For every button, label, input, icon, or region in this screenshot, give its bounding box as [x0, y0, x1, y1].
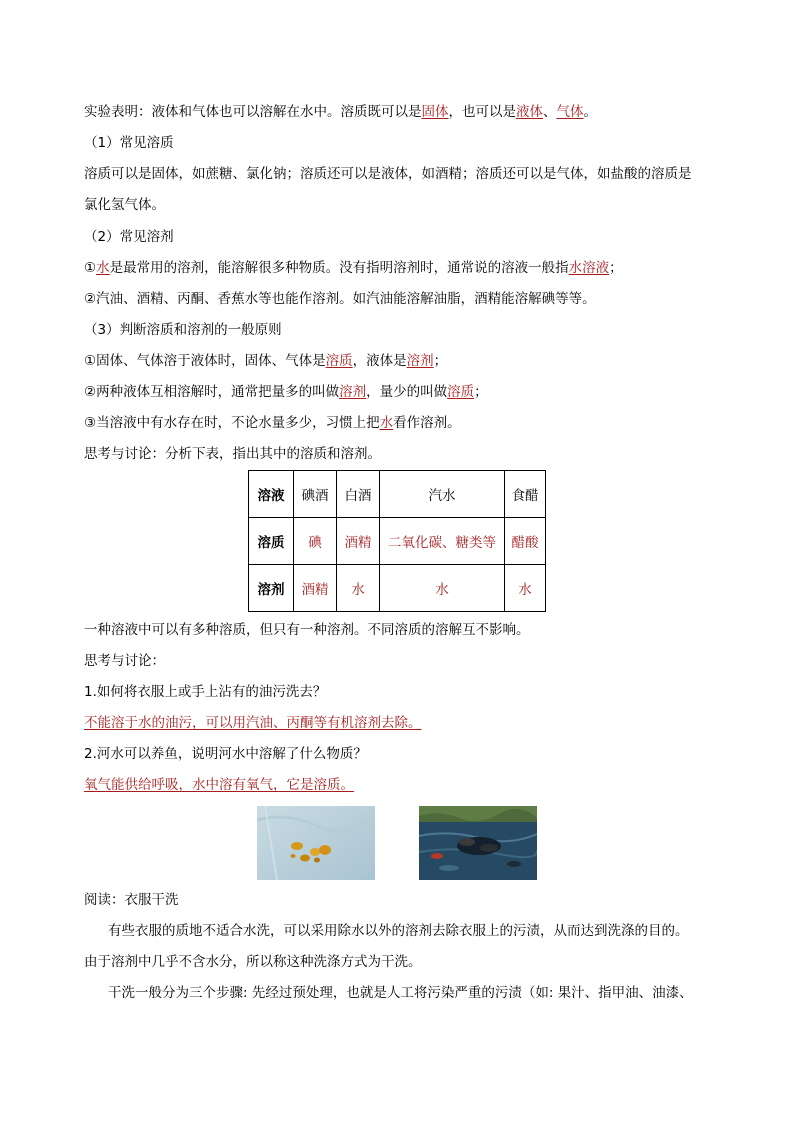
- table-cell: 食醋: [505, 471, 546, 518]
- answer-water-3: 水: [379, 415, 394, 431]
- answer-solute-2: 溶质: [447, 384, 475, 400]
- oil-stain-cloth-image: [257, 806, 375, 880]
- table-cell: 水: [380, 565, 505, 612]
- discussion-prompt: 思考与讨论：分析下表，指出其中的溶质和溶剂。: [84, 446, 381, 462]
- principle-3: ③当溶液中有水存在时，不论水量多少，习惯上把水看作溶剂。: [84, 415, 461, 431]
- answer-solute-1: 溶质: [325, 353, 353, 369]
- paragraph-experiment: 实验表明：液体和气体也可以溶解在水中。溶质既可以是固体，也可以是液体、气体。: [84, 104, 597, 120]
- question-2: 2.河水可以养鱼，说明河水中溶解了什么物质？: [84, 746, 367, 762]
- paragraph-multiple-solutes: 一种溶液中可以有多种溶质，但只有一种溶剂。不同溶质的溶解互不影响。: [84, 622, 530, 638]
- paragraph-solutes-line1: 溶质可以是固体，如蔗糖、氯化钠；溶质还可以是液体，如酒精；溶质还可以是气体，如盐酸的溶质是: [84, 166, 692, 182]
- question-1: 1.如何将衣服上或手上沾有的油污洗去？: [84, 684, 327, 700]
- paragraph-other-solvents: ②汽油、酒精、丙酮、香蕉水等也能作溶剂。如汽油能溶解油脂，酒精能溶解碘等等。: [84, 291, 596, 307]
- answer-water: 水: [96, 260, 110, 276]
- paragraph-water-solvent: ①水是最常用的溶剂，能溶解很多种物质。没有指明溶剂时，通常说的溶液一般指水溶液；: [84, 260, 623, 276]
- solution-table: [248, 470, 546, 612]
- table-cell: 水: [337, 565, 380, 612]
- table-cell: 二氧化碳、糖类等: [380, 518, 505, 565]
- answer-gas: 气体: [556, 104, 584, 120]
- table-cell: 酒精: [337, 518, 380, 565]
- answer-liquid: 液体: [516, 104, 543, 120]
- answer-1: 不能溶于水的油污，可以用汽油、丙酮等有机溶剂去除。: [84, 715, 422, 731]
- row-header: 溶质: [249, 518, 294, 565]
- reading-paragraph-1-line2: 由于溶剂中几乎不含水分，所以称这种洗涤方式为干洗。: [84, 954, 422, 970]
- table-cell: 水: [505, 565, 546, 612]
- table-cell: 碘: [294, 518, 337, 565]
- river-fish-image: [419, 806, 537, 880]
- principle-1: ①固体、气体溶于液体时，固体、气体是溶质，液体是溶剂；: [84, 353, 448, 369]
- heading-principles: （3）判断溶质和溶剂的一般原则: [84, 322, 282, 338]
- row-header: 溶液: [249, 471, 294, 518]
- answer-solvent-1: 溶剂: [406, 353, 434, 369]
- table-row-solute: [249, 518, 546, 565]
- answer-solid: 固体: [421, 104, 449, 120]
- table-cell: 醋酸: [505, 518, 546, 565]
- paragraph-solutes-line2: 氯化氢气体。: [84, 197, 165, 213]
- reading-paragraph-2: 干洗一般分为三个步骤: 先经过预处理，也就是人工将污染严重的污渍（如: 果汁、指甲油、油漆、: [108, 985, 693, 1001]
- table-cell: 碘酒: [294, 471, 337, 518]
- heading-common-solutes: （1）常见溶质: [84, 135, 174, 151]
- discussion-heading: 思考与讨论：: [84, 653, 165, 669]
- table-row-solution: [249, 471, 546, 518]
- reading-title: 阅读：衣服干洗: [84, 892, 179, 908]
- principle-2: ②两种液体互相溶解时，通常把量多的叫做溶剂，量少的叫做溶质；: [84, 384, 488, 400]
- table-cell: 汽水: [380, 471, 505, 518]
- row-header: 溶剂: [249, 565, 294, 612]
- table-cell: 酒精: [294, 565, 337, 612]
- heading-common-solvents: （2）常见溶剂: [84, 229, 174, 245]
- answer-2: 氧气能供给呼吸，水中溶有氧气，它是溶质。: [84, 777, 354, 793]
- table-row-solvent: [249, 565, 546, 612]
- answer-aqueous-solution: 水溶液: [568, 260, 610, 276]
- answer-solvent-2: 溶剂: [339, 384, 367, 400]
- reading-paragraph-1-line1: 有些衣服的质地不适合水洗，可以采用除水以外的溶剂去除衣服上的污渍，从而达到洗涤的目的。: [108, 923, 689, 939]
- table-cell: 白酒: [337, 471, 380, 518]
